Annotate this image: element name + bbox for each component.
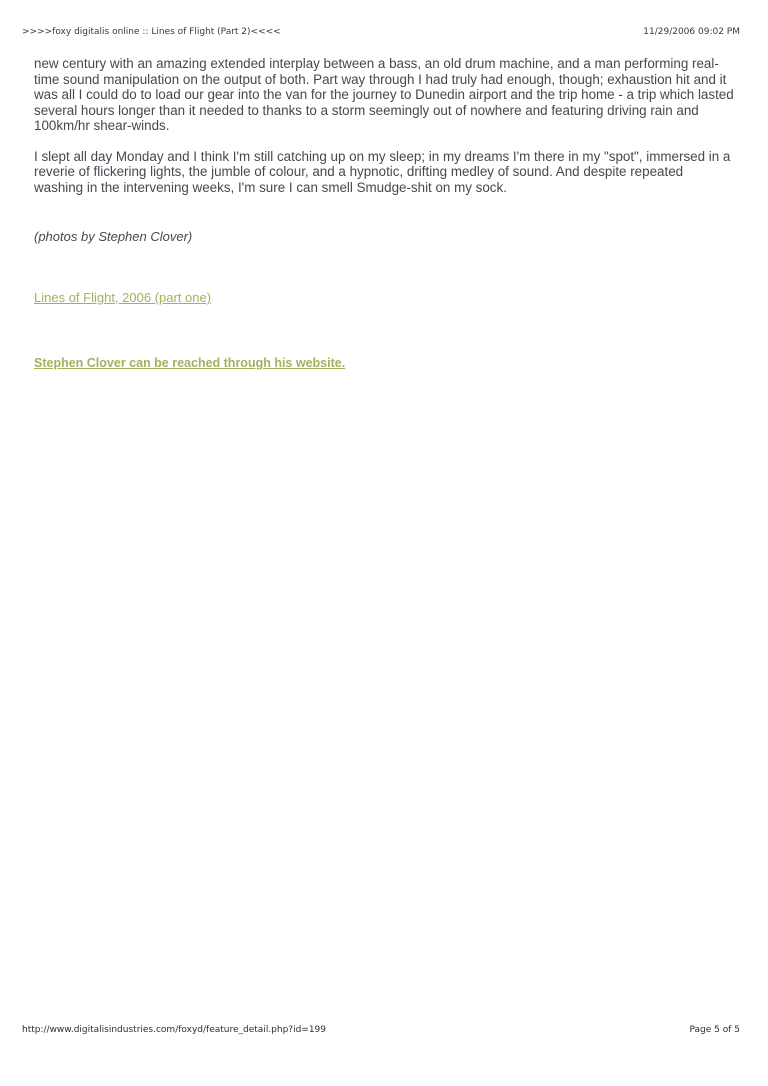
article-body [34,56,734,210]
photo-credit: (photos by Stephen Clover) [34,229,193,244]
page-number: Page 5 of 5 [689,1025,740,1035]
article-paragraph: I slept all day Monday and I think I'm still catching up on my sleep; in my dreams I'm there in my "spot", immersed in a reverie of flickering lights, the jumble of colour, and a hypnotic, drifting medley of sound. And despite repeated washing in the intervening weeks, I'm sure I can smell Smudge-shit on my sock. [34,148,731,195]
page-title: >>>>foxy digitalis online :: Lines of Flight (Part 2)<<<< [22,27,281,37]
article-paragraph: new century with an amazing extended interplay between a bass, an old drum machine, and a man performing real-time sound manipulation on the output of both. Part way through I had truly had enough, though; exhaustion hit and it was all I could do to load our gear into the van for the journey to Dunedin airport and the trip home - a trip which lasted several hours longer than it needed to thanks to a storm seemingly out of nowhere and featuring driving rain and 100km/hr shear-winds. [34,56,734,133]
print-header [22,27,740,41]
page-url: http://www.digitalisindustries.com/foxyd/feature_detail.php?id=199 [22,1025,327,1035]
website-link[interactable]: Stephen Clover can be reached through his website. [34,356,346,370]
part-one-link[interactable]: Lines of Flight, 2006 (part one) [34,290,212,305]
print-footer [22,1025,740,1039]
print-timestamp: 11/29/2006 09:02 PM [643,27,740,37]
